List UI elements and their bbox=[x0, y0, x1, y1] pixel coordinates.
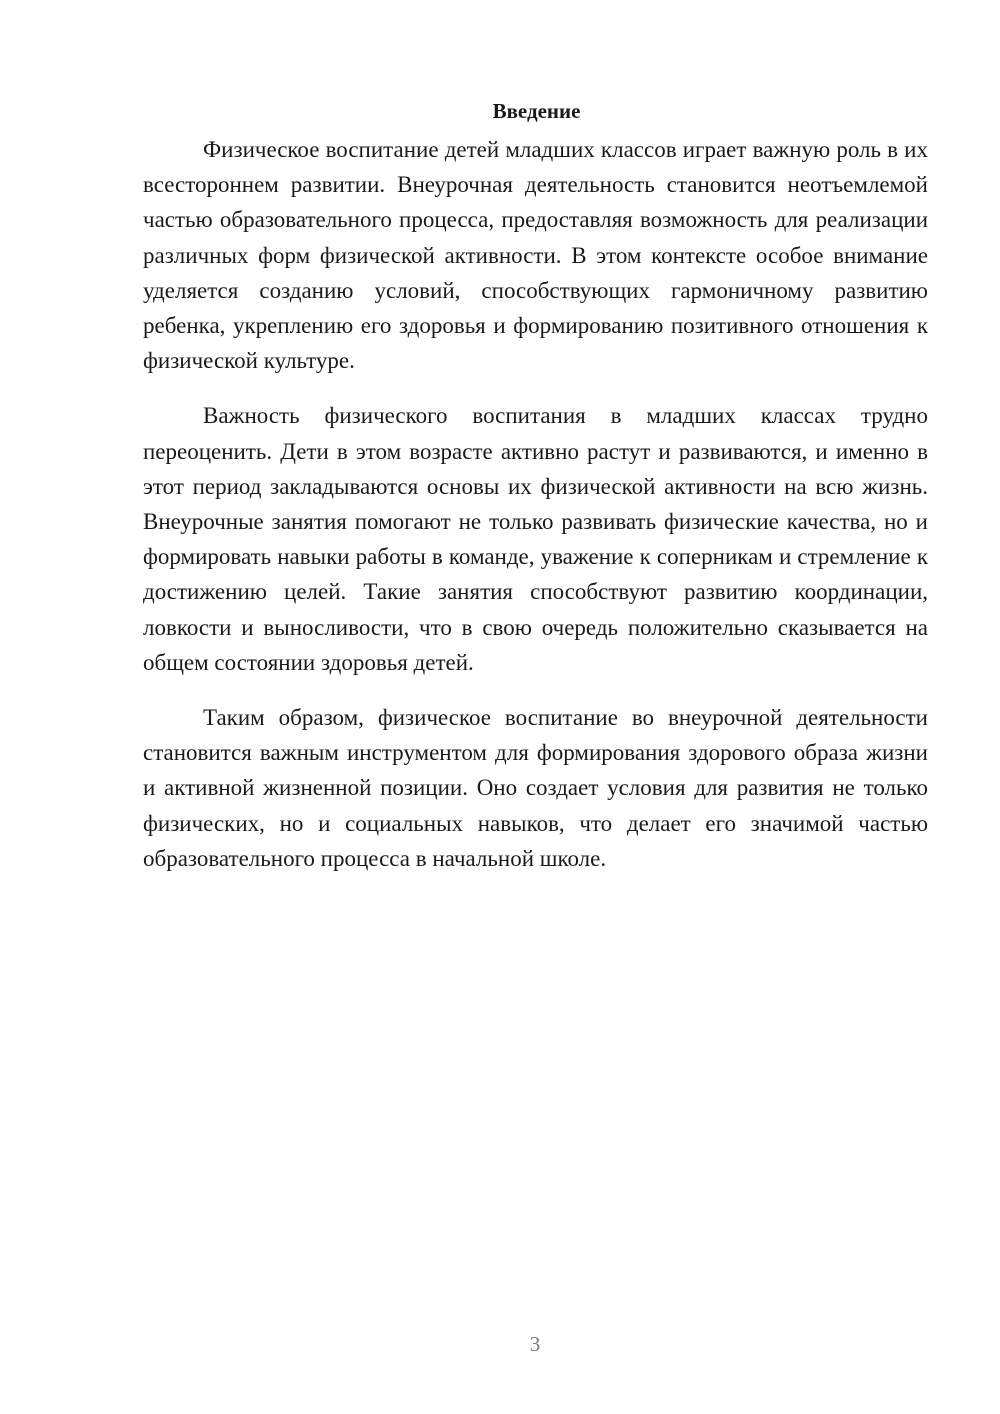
paragraph: Важность физического воспитания в младших классах трудно переоценить. Дети в этом возрасте активно растут и развиваются, и именно в этот период закладываются основы их физической активности на всю жизнь. Внеурочные занятия помогают не только развивать физические качества, но и формировать навыки работы в команде, уважение к соперникам и стремление к достижению целей. Такие занятия способствуют развитию координации, ловкости и выносливости, что в свою очередь положительно сказывается на общем состоянии здоровья детей. bbox=[143, 403, 928, 675]
page-number: 3 bbox=[529, 1332, 541, 1356]
paragraph: Таким образом, физическое воспитание во внеурочной деятельности становится важным инструментом для формирования здорового образа жизни и активной жизненной позиции. Оно создает условия для развития не только физических, но и социальных навыков, что делает его значимой частью образовательного процесса в начальной школе. bbox=[143, 705, 928, 871]
paragraph: Физическое воспитание детей младших классов играет важную роль в их всестороннем развитии. Внеурочная деятельность становится неотъемлемой частью образовательного процесса, предоставляя возможность для реализации различных форм физической активности. В этом контексте особое внимание уделяется созданию условий, способствующих гармоничному развитию ребенка, укреплению его здоровья и формированию позитивного отношения к физической культуре. bbox=[143, 137, 928, 374]
page-content bbox=[143, 92, 928, 896]
section-title: Введение bbox=[492, 99, 581, 123]
